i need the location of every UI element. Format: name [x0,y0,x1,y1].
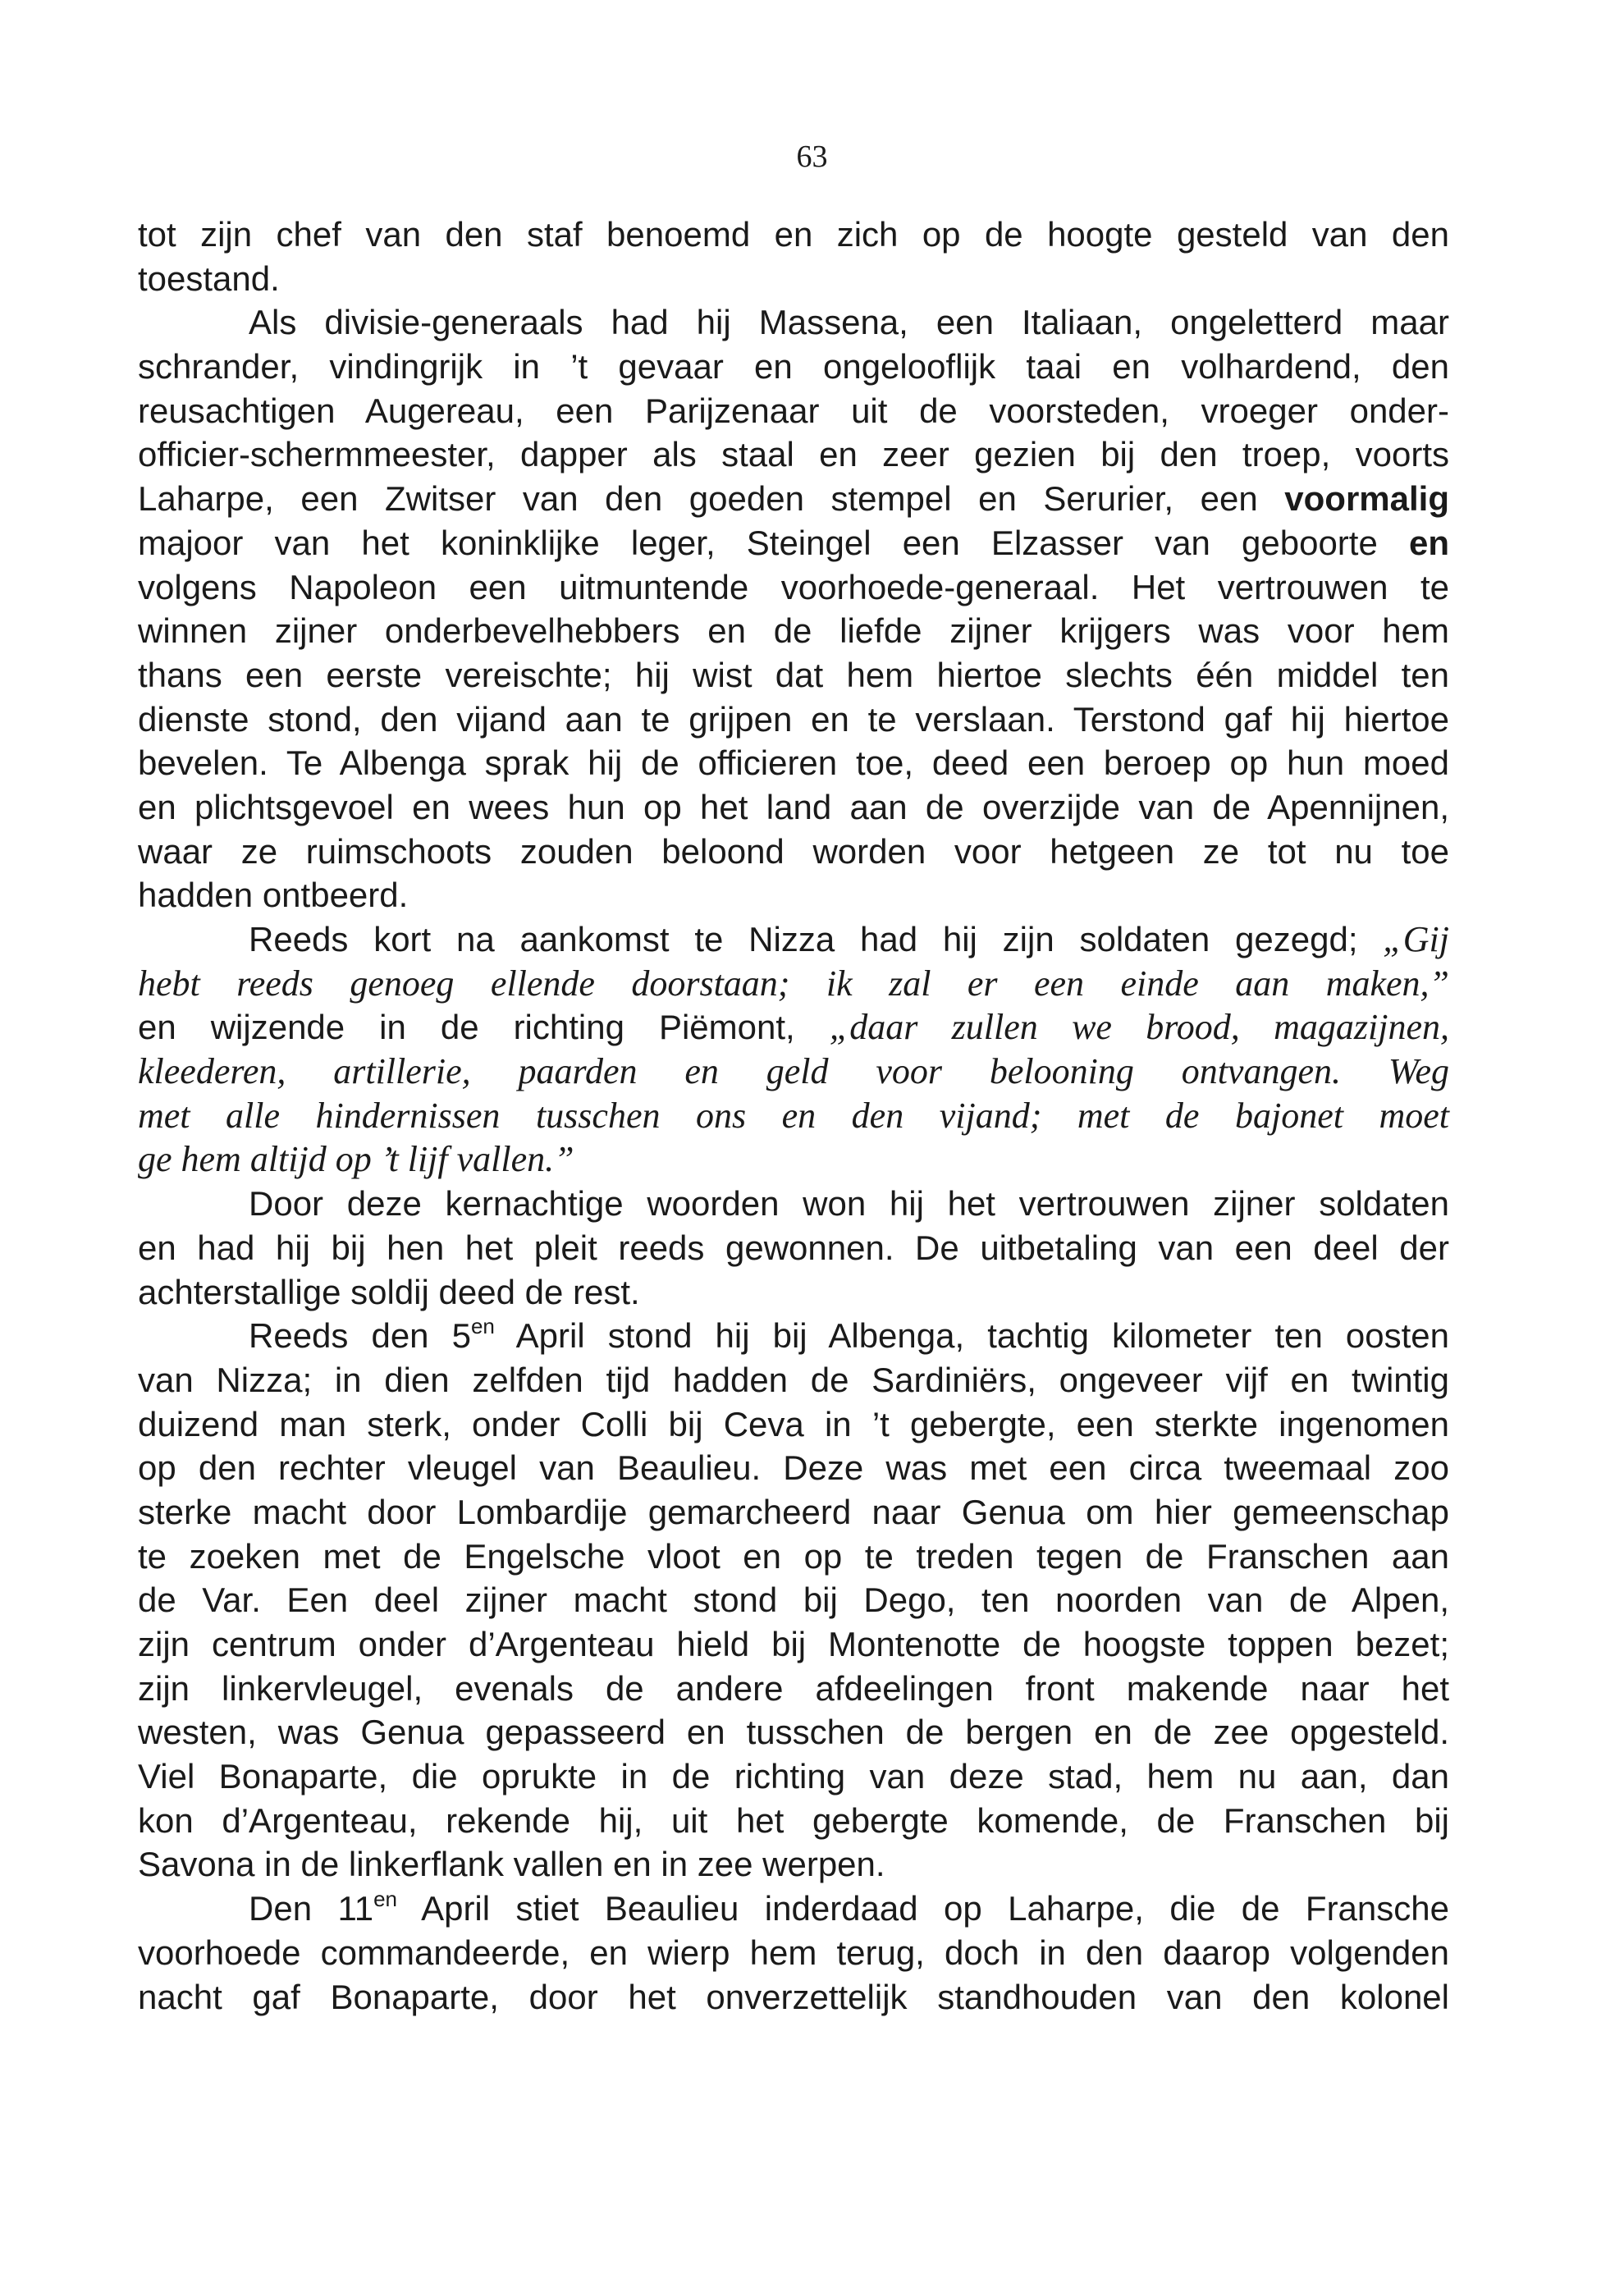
text-line [138,1005,1449,1050]
quote-line: hebt reeds genoeg ellende doorstaan; ik zal er een einde aan maken,” [138,963,1449,1004]
text-run: Reeds kort na aankomst te Nizza had hij zijn soldaten gezegd; [249,920,1384,958]
text-line: Als divisie-generaals had hij Massena, een Italiaan, ongeletterd maar [249,303,1449,342]
text-line: tot zijn chef van den staf benoemd en zich op de hoogte gesteld van den [138,215,1449,254]
text-line: zijn centrum onder d’Argenteau hield bij Montenotte de hoogste toppen bezet; [138,1625,1449,1663]
text-run: April stond hij bij Albenga, tachtig kilometer ten oosten [494,1316,1450,1356]
text-line: op den rechter vleugel van Beaulieu. Deze was met een circa tweemaal zoo [138,1448,1449,1488]
quote-line: met alle hindernissen tusschen ons en den vijand; met de bajonet moet [138,1095,1449,1136]
text-run: majoor van het koninklijke leger, Steingel een Elzasser van geboorte [138,523,1409,562]
text-line: waar ze ruimschoots zouden beloond worden voor hetgeen ze tot nu toe [138,831,1449,871]
text-line: reusachtigen Augereau, een Parijzenaar uit de voorsteden, vroeger onder- [138,391,1449,430]
text-line: nacht gaf Bonaparte, door het onverzettelijk standhouden van den kolonel [138,1977,1449,2016]
text-line: westen, was Genua gepasseerd en tusschen de bergen en de zee opgesteld. [138,1713,1449,1752]
quote-line: kleederen, artillerie, paarden en geld voor belooning ontvangen. Weg [138,1051,1449,1092]
text-run: Reeds den 5 [249,1316,471,1356]
text-run-bold: voormalig [1284,479,1449,519]
text-run: April stiet Beaulieu inderdaad op Laharpe, die de Fransche [396,1889,1449,1928]
text-line: officier-schermmeester, dapper als staal en zeer gezien bij den troep, voorts [138,435,1449,474]
text-line: duizend man sterk, onder Colli bij Ceva in ’t gebergte, een sterkte ingenomen [138,1404,1449,1443]
text-line: voorhoede commandeerde, en wierp hem terug, doch in den daarop volgenden [138,1933,1449,1972]
text-line [138,1314,1449,1358]
quote-run: „Gij [1383,919,1449,959]
page-number: 63 [796,140,828,174]
text-line [138,521,1449,565]
text-line: schrander, vindingrijk in ’t gevaar en ongelooflijk taai en volhardend, den [138,347,1449,387]
body-text [138,213,1449,2019]
text-line: volgens Napoleon een uitmuntende voorhoede-generaal. Het vertrouwen te [138,567,1449,606]
text-line: zijn linkervleugel, evenals de andere afdeelingen front makende naar het [138,1668,1449,1708]
text-line: Door deze kernachtige woorden won hij het vertrouwen zijner soldaten [249,1184,1449,1224]
text-run-bold: en [1408,523,1449,562]
ordinal-suffix: en [373,1887,397,1912]
text-line: toestand. [138,258,280,298]
text-line: te zoeken met de Engelsche vloot en op te treden tegen de Franschen aan [138,1536,1449,1576]
text-line: winnen zijner onderbevelhebbers en de liefde zijner krijgers was voor hem [138,611,1449,651]
text-line: van Nizza; in dien zelfden tijd hadden de Sardiniërs, ongeveer vijf en twintig [138,1360,1449,1399]
text-line: de Var. Een deel zijner macht stond bij Dego, ten noorden van de Alpen, [138,1581,1449,1620]
quote-run: „daar zullen we brood, magazijnen, [829,1007,1449,1048]
text-line: achterstallige soldij deed de rest. [138,1272,640,1311]
text-run: Den 11 [249,1889,374,1928]
text-line: kon d’Argenteau, rekende hij, uit het gebergte komende, de Franschen bij [138,1800,1449,1840]
quote-line: ge hem altijd op ’t lijf vallen.” [138,1139,574,1180]
ordinal-suffix: en [470,1314,495,1339]
text-line: bevelen. Te Albenga sprak hij de officieren toe, deed een beroep op hun moed [138,743,1449,783]
text-line: Savona in de linkerflank vallen en in zee werpen. [138,1845,885,1884]
text-line: hadden ontbeerd. [138,876,409,915]
text-line: Viel Bonaparte, die oprukte in de richting van deze stad, hem nu aan, dan [138,1757,1449,1796]
text-line: thans een eerste vereischte; hij wist dat hem hiertoe slechts één middel ten [138,655,1449,694]
text-line [138,477,1449,521]
text-run: en wijzende in de richting Piëmont, [138,1008,830,1047]
text-line: dienste stond, den vijand aan te grijpen en te verslaan. Terstond gaf hij hiertoe [138,699,1449,739]
text-line [138,1887,1449,1931]
text-line [138,917,1449,962]
text-line: en plichtsgevoel en wees hun op het land aan de overzijde van de Apennijnen, [138,787,1449,826]
text-line: en had hij bij hen het pleit reeds gewonnen. De uitbetaling van een deel der [138,1228,1449,1267]
text-run: Laharpe, een Zwitser van den goeden stempel en Serurier, een [138,479,1285,519]
text-line: sterke macht door Lombardije gemarcheerd naar Genua om hier gemeenschap [138,1492,1449,1531]
